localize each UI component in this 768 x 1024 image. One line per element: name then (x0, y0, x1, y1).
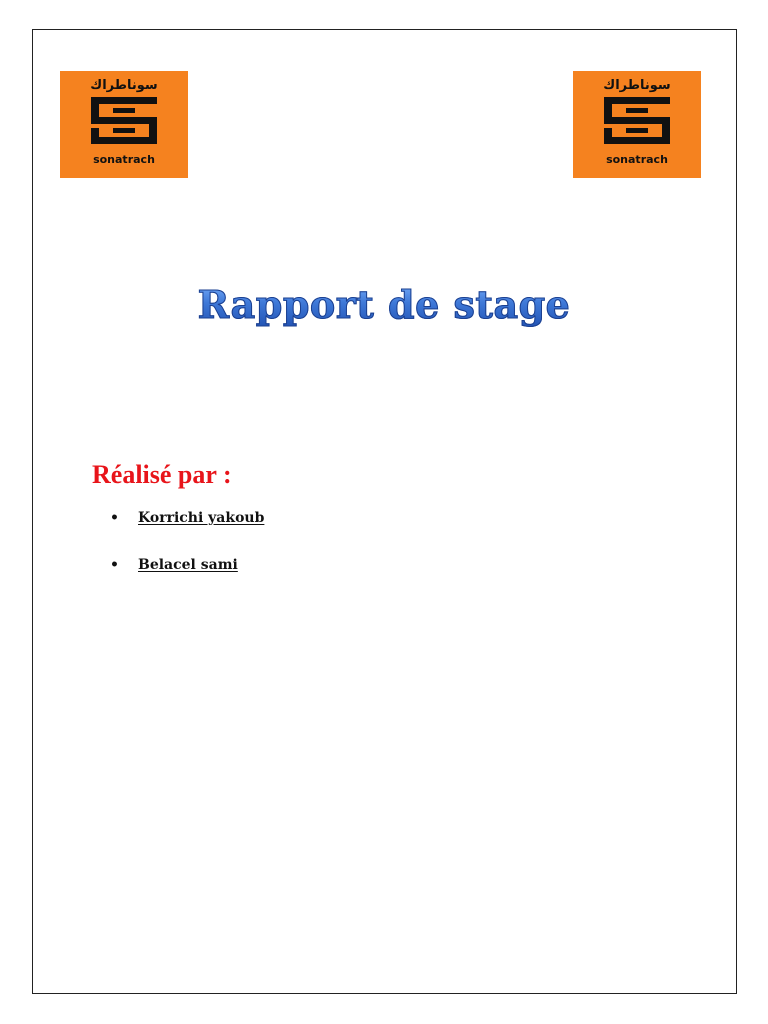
author-name: Belacel sami (138, 557, 238, 573)
logo-arabic-text: سوناطراك (90, 78, 158, 93)
document-title: Rapport de stage (0, 280, 768, 330)
sonatrach-logo-right (573, 71, 701, 178)
bullet-icon: • (110, 510, 119, 526)
logo-arabic-text: سوناطراك (603, 78, 671, 93)
logo-wordmark: sonatrach (606, 153, 668, 166)
author-name: Korrichi yakoub (138, 510, 265, 526)
sonatrach-logo-left (60, 71, 188, 178)
author-heading: Réalisé par : (92, 460, 232, 489)
logo-wordmark: sonatrach (93, 153, 155, 166)
bullet-icon: • (110, 557, 119, 573)
